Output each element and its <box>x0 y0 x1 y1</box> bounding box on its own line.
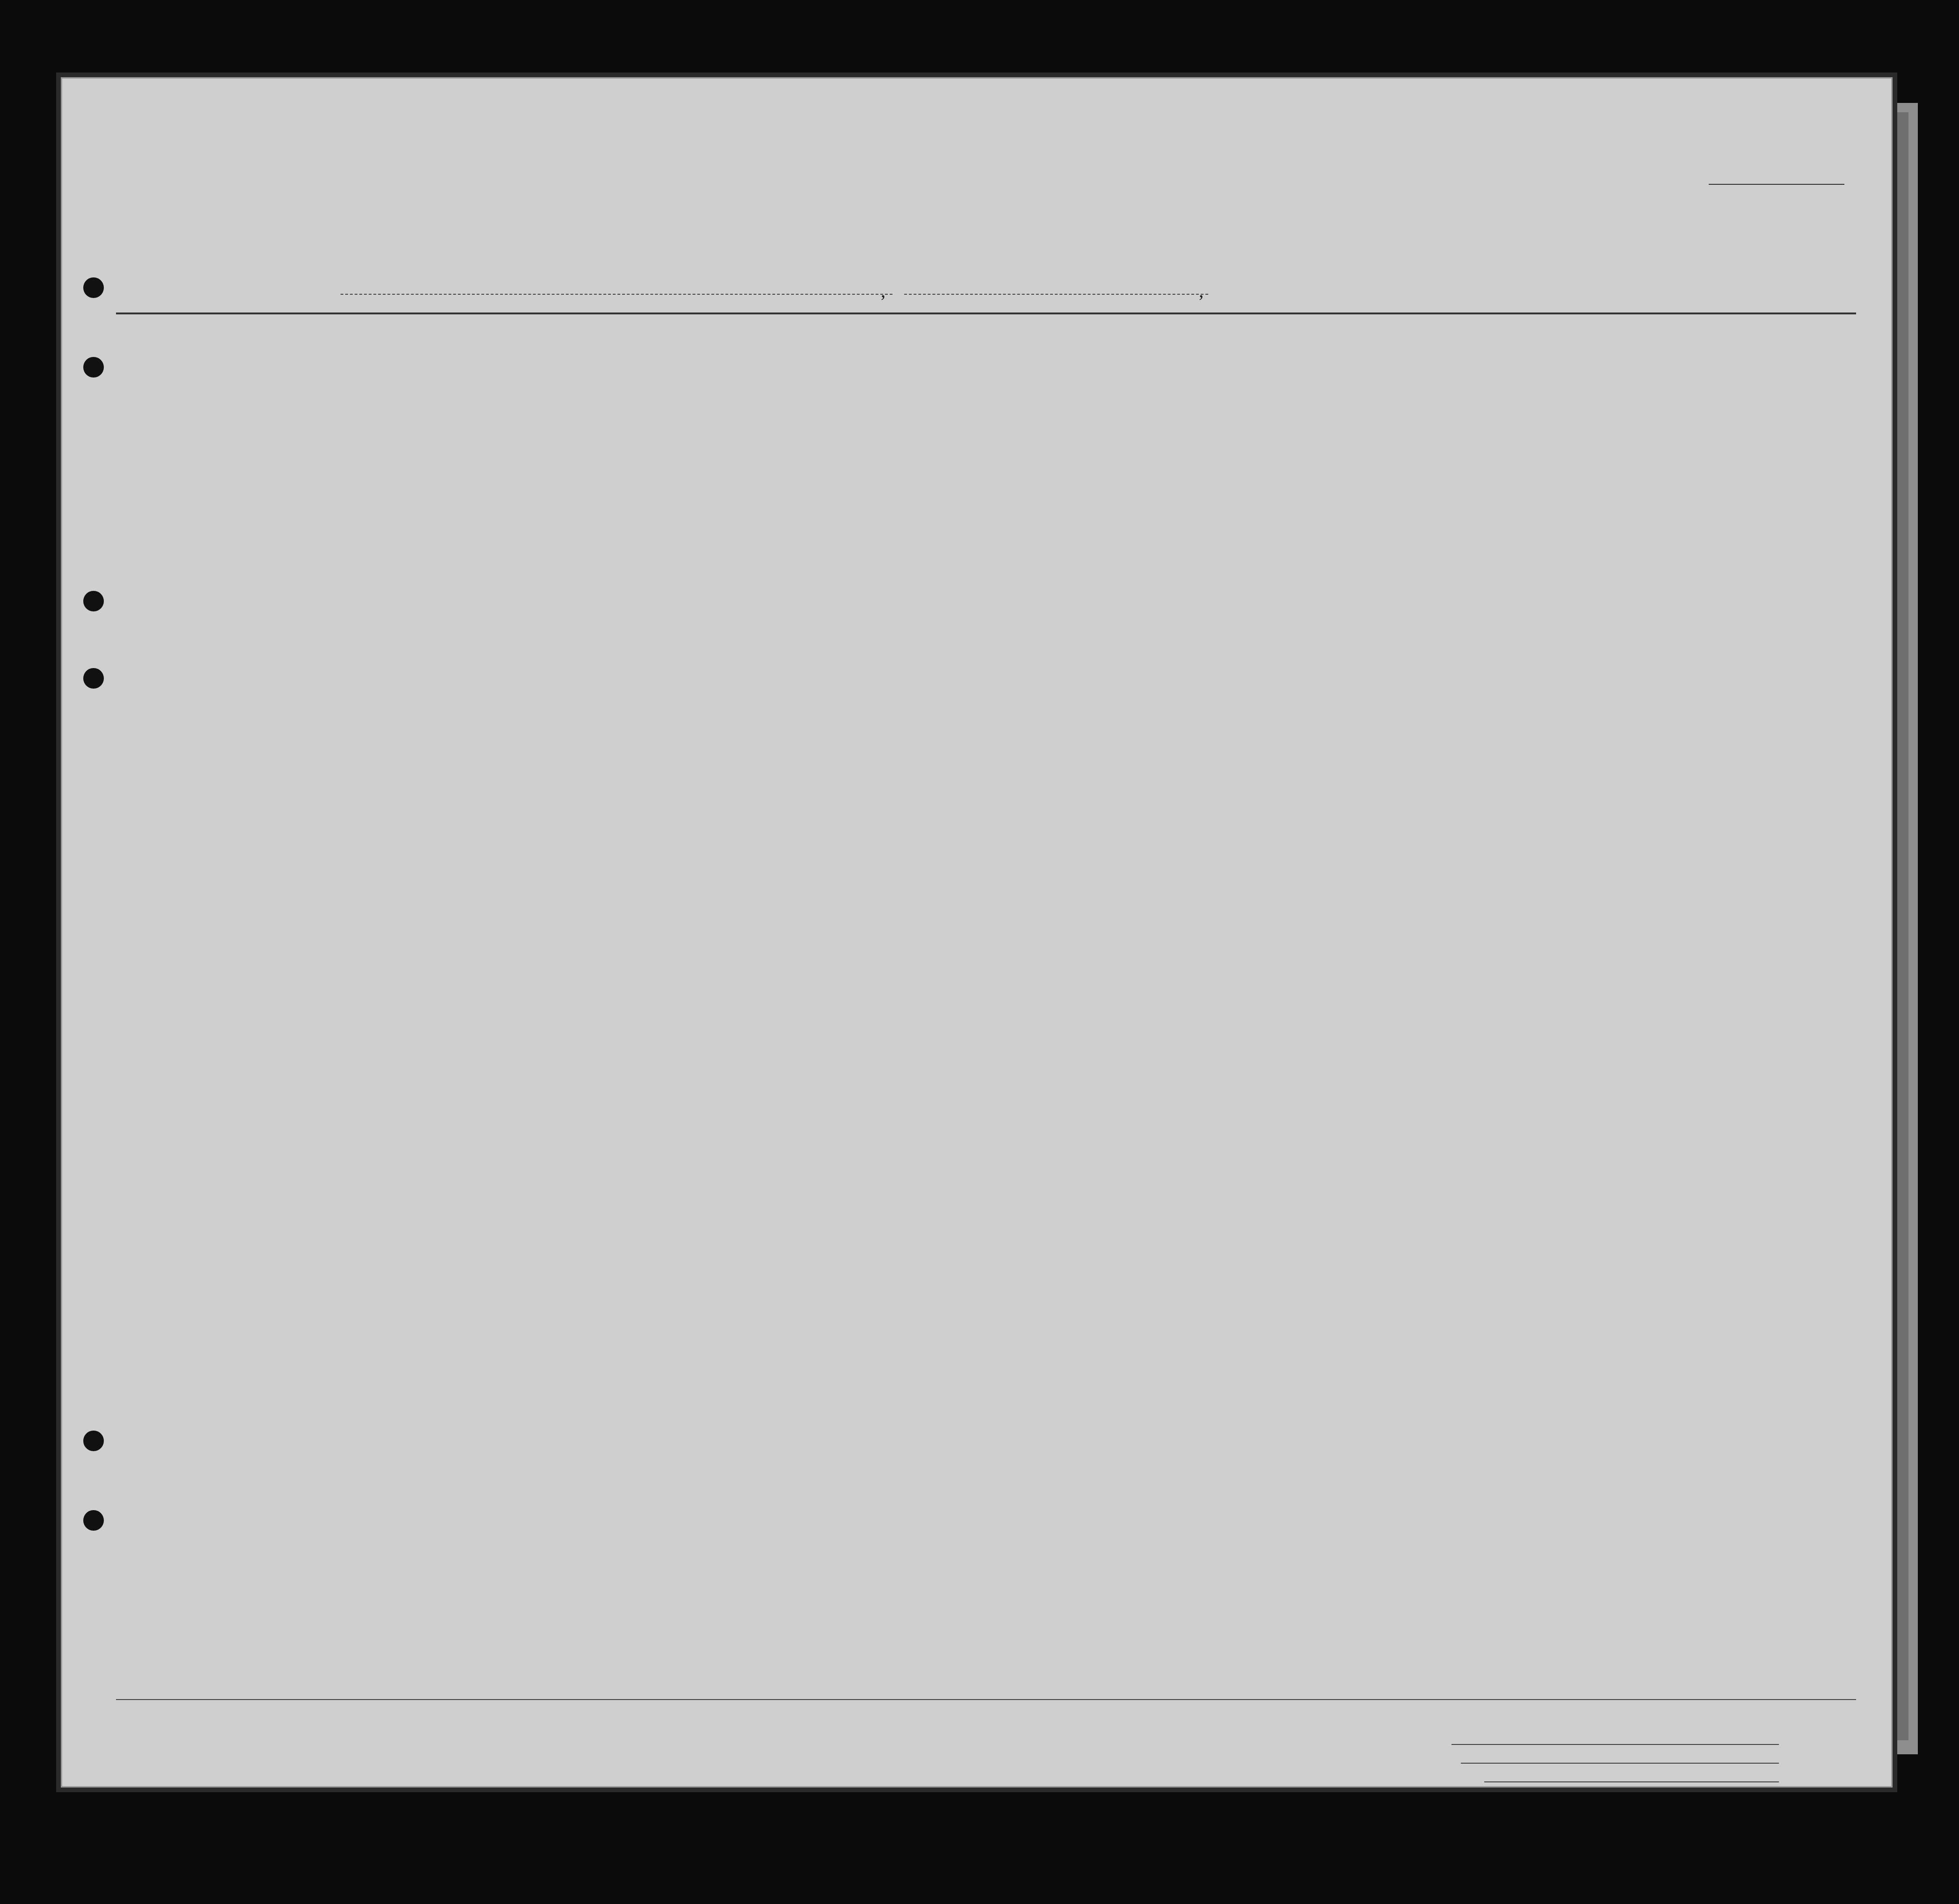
punch-hole <box>83 1510 104 1531</box>
punch-hole <box>83 277 104 298</box>
punch-hole <box>83 591 104 611</box>
line-field-rule <box>1451 1744 1779 1745</box>
agents-field-rule <box>1484 1781 1779 1782</box>
comma: , <box>881 280 885 301</box>
date-underline <box>904 294 1208 295</box>
manifest-table <box>116 312 1856 1700</box>
manifest-sheet <box>61 77 1893 1788</box>
punch-hole <box>83 1431 104 1451</box>
port-underline <box>341 294 892 295</box>
list-underline <box>1709 184 1844 185</box>
comma: , <box>1199 280 1204 301</box>
page-stack-shadow <box>1890 112 1908 1740</box>
owners-field-rule <box>1461 1763 1779 1764</box>
punch-hole <box>83 668 104 689</box>
punch-hole <box>83 357 104 378</box>
